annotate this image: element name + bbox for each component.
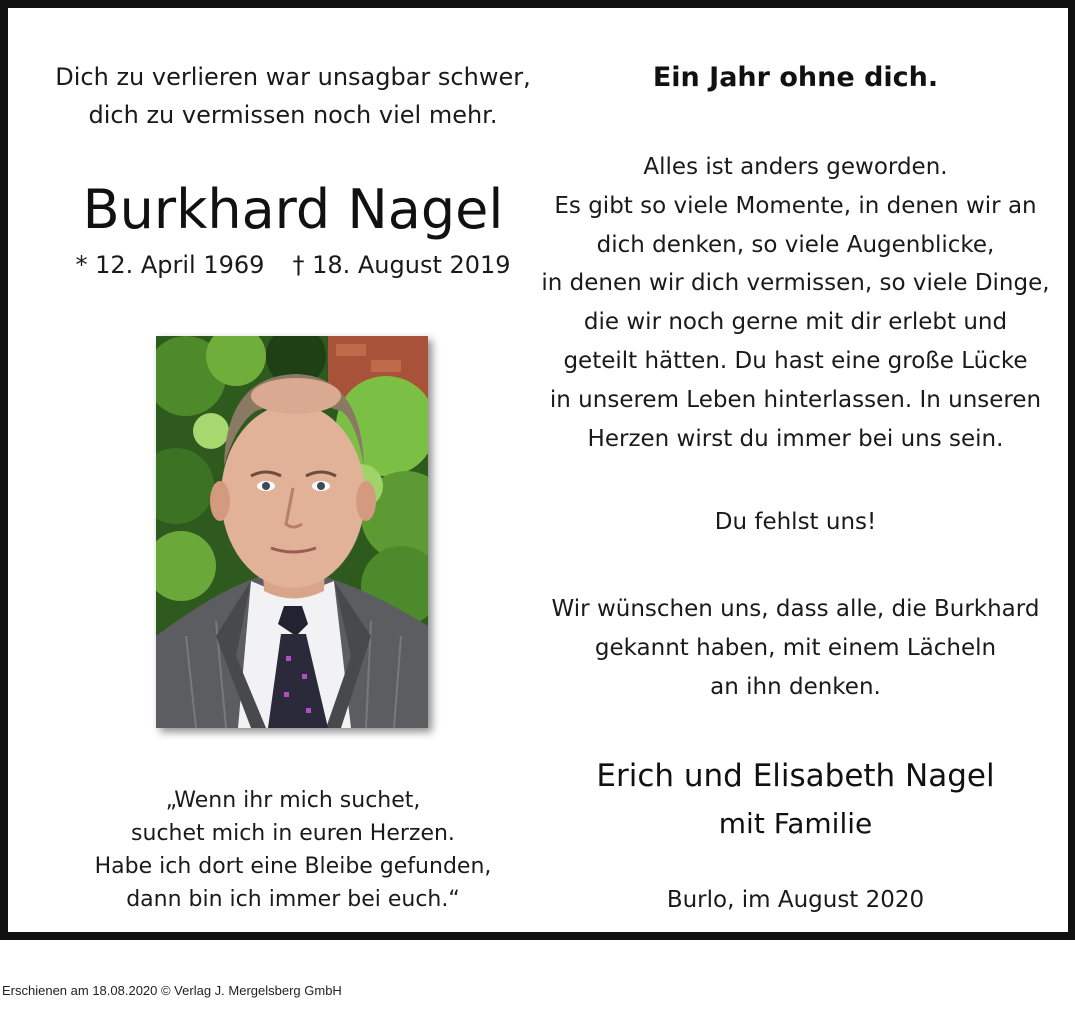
- paragraph-line: die wir noch gerne mit dir erlebt und: [583, 309, 1008, 336]
- wish-line: gekannt haben, mit einem Lächeln: [594, 635, 997, 661]
- left-column: [8, 8, 578, 932]
- portrait-photo: [156, 336, 428, 728]
- quote-line: Habe ich dort eine Bleibe gefunden,: [94, 854, 492, 879]
- quote-verse: [8, 784, 578, 916]
- paragraph-line: Es gibt so viele Momente, in denen wir an: [554, 192, 1037, 219]
- signers-names: Erich und Elisabeth Nagel: [596, 758, 995, 794]
- publication-footer: Erschienen am 18.08.2020 © Verlag J. Mergelsberg GmbH: [2, 983, 342, 998]
- wish-paragraph: [523, 590, 1068, 707]
- paragraph-line: in unserem Leben hinterlassen. In unseren: [549, 386, 1042, 413]
- memorial-paragraph: [523, 148, 1068, 458]
- signers-family: mit Familie: [718, 807, 873, 840]
- intro-verse: [8, 58, 578, 134]
- place-date: Burlo, im August 2020: [666, 887, 925, 913]
- signers: [523, 752, 1068, 848]
- right-column: [523, 8, 1068, 932]
- quote-line: „Wenn ihr mich suchet,: [165, 788, 421, 813]
- wish-line: Wir wünschen uns, dass alle, die Burkhard: [551, 596, 1040, 622]
- paragraph-line: in denen wir dich vermissen, so viele Dinge,: [541, 270, 1050, 297]
- life-dates: [8, 248, 578, 282]
- heading: Ein Jahr ohne dich.: [652, 62, 939, 93]
- paragraph-line: dich denken, so viele Augenblicke,: [596, 231, 995, 258]
- birth-date: * 12. April 1969: [75, 251, 265, 279]
- quote-line: dann bin ich immer bei euch.“: [126, 887, 460, 912]
- intro-line: dich zu vermissen noch viel mehr.: [88, 101, 498, 129]
- death-date: † 18. August 2019: [292, 251, 511, 279]
- wish-line: an ihn denken.: [710, 674, 881, 700]
- deceased-name: Burkhard Nagel: [82, 178, 504, 241]
- paragraph-line: geteilt hätten. Du hast eine große Lücke: [563, 347, 1028, 374]
- quote-line: suchet mich in euren Herzen.: [131, 821, 455, 846]
- intro-line: Dich zu verlieren war unsagbar schwer,: [55, 63, 531, 91]
- paragraph-line: Herzen wirst du immer bei uns sein.: [587, 425, 1004, 452]
- paragraph-line: Alles ist anders geworden.: [643, 154, 948, 180]
- miss-line: Du fehlst uns!: [714, 509, 877, 535]
